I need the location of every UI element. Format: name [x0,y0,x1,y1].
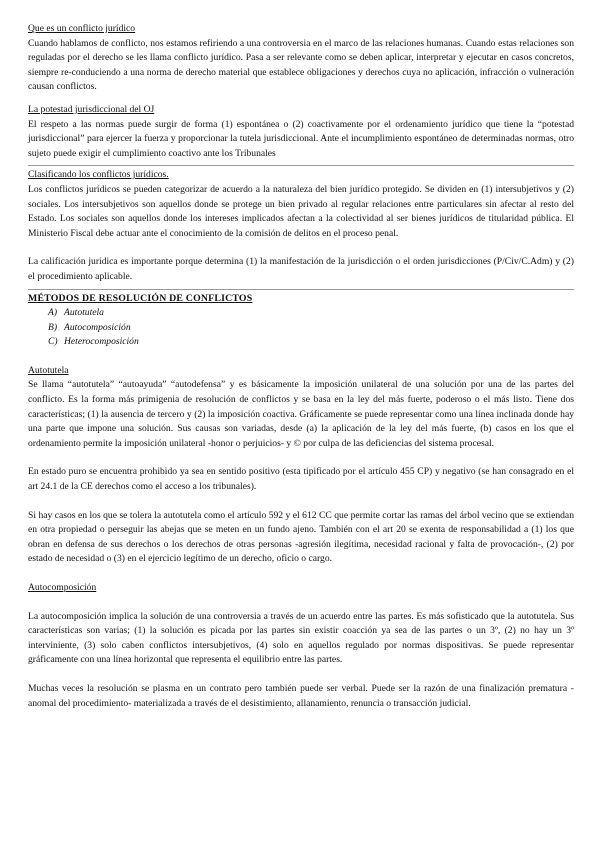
paragraph-calificacion: La calificación jurídica es importante porque determina (1) la manifestación de la jurisdicción o el orden jurisdicciones (P/Civ/C.Adm) y (2) el procedimiento aplicable. [28,256,574,282]
main-heading-metodos: MÉTODOS DE RESOLUCIÓN DE CONFLICTOS [28,292,253,304]
list-letter: B) [48,321,58,333]
paragraph-autocomposicion-2: Muchas veces la resolución se plasma en un contrato pero también puede ser verbal. Puede ser la razón de una finalización prematura -anomal del procedimiento- materializada a través de el desistimiento, allanamiento, renuncia o transacción judicial. [28,682,574,709]
divider [28,289,574,290]
section-title-potestad: La potestad jurisdiccional del OJ [28,103,155,115]
divider [28,165,574,166]
paragraph-autotutela-1: Se llama “autotutela” “autoayuda” “autodefensa” y es básicamente la imposición unilateral de una solución por una de las partes del conflicto. Es la forma más primigenia de resolución de conflictos y se basa en la ley del más fuerte, poderoso o el más listo. Tiene dos características; (1) la ausencia de tercero y (2) la imposición coactiva. Gráficamente se puede representar como una línea inclinada donde hay una parte que impone una solución. Sus causas son variadas, desde (a) la aplicación de la ley del más fuerte, (b) casos en los que el ordenamiento permite la imposición unilateral -honor o perjuicios- y © por culpa de las deficiencias del sistema procesal. [28,379,574,449]
paragraph-autocomposicion-1: La autocomposición implica la solución de una controversia a través de un acuerdo entre las partes. Es más sofisticado que la autotutela. Sus características son varias; (1) la solución es picada por las partes sin existir coacción ya sea de las partes o un 3º, (2) no hay un 3º interviniente, (3) solo caben conflictos intersubjetivos, (4) solo en aquellos regulado por normas dispositivas. Se puede representar gráficamente con una línea horizontal que representa el equilibrio entre las partes. [28,610,574,666]
list-label: Autotutela [64,307,104,319]
list-label: Autocomposición [64,321,131,333]
list-letter: A) [48,307,58,319]
paragraph-autotutela-3: Si hay casos en los que se tolera la autotutela como el artículo 592 y el 612 CC que permite cortar las ramas del árbol vecino que se extiendan en otra propiedad o perseguir las abejas que se meten en un fundo ajeno. También con el art 20 se exenta de responsabilidad a (1) los que obran en defensa de sus derechos o los derechos de otras personas -agresión ilegítima, necesidad racional y falta de provocación-, (2) por estado de necesidad o (3) en el ejercicio legítimo de un derecho, oficio o cargo. [28,509,574,565]
methods-list [28,306,574,350]
paragraph-autotutela-2: En estado puro se encuentra prohibido ya sea en sentido positivo (esta tipificado por el artículo 455 CP) y negativo (se han consagrado en el art 24.1 de la CE derechos como el acceso a los tribunales). [28,466,574,493]
list-letter: C) [48,336,58,348]
list-item [48,335,574,350]
section-title-autocomposicion: Autocomposición [28,582,97,593]
list-label: Heterocomposición [64,336,139,348]
paragraph-conflicto: Cuando hablamos de conflicto, nos estamos refiriendo a una controversia en el marco de las relaciones humanas. Cuando estas relaciones son reguladas por el derecho se les llama conflicto jurídico. Pasa a ser relevante como se deben aplicar, interpretar y ejecutar en casos concretos, siempre re-conduciendo a una norma de derecho material que establece obligaciones y derechos cuya no aplicación, infracción o vulneración causan conflictos. [28,37,574,93]
list-item [48,321,574,336]
paragraph-potestad: El respeto a las normas puede surgir de forma (1) espontánea o (2) coactivamente por el ordenamiento jurídico que tiene la “potestad jurisdiccional” para ejercer la fuerza y proporcionar la tutela jurisdiccional. Ante el incumplimiento espontáneo de determinadas normas, otro sujeto puede exigir el cumplimiento coactivo ante los Tribunales [28,118,574,159]
section-title-autotutela: Autotutela [28,364,69,376]
section-title-clasificando: Clasificando los conflictos jurídicos. [28,169,169,181]
paragraph-clasificando: Los conflictos jurídicos se pueden categorizar de acuerdo a la naturaleza del bien jurídico protegido. Se dividen en (1) intersubjetivos y (2) sociales. Los intersubjetivos son aquellos donde se protege un bien privado al regular relaciones entre particulares sin afectar al resto del Estado. Los sociales son aquellos donde los intereses implicados afectan a la colectividad al ser bienes jurídicos de titularidad pública. El Ministerio Fiscal debe actuar ante el conocimiento de la comisión de delitos en el proceso penal. [28,183,574,239]
list-item [48,306,574,321]
section-title-conflicto: Que es un conflicto jurídico [28,23,136,34]
